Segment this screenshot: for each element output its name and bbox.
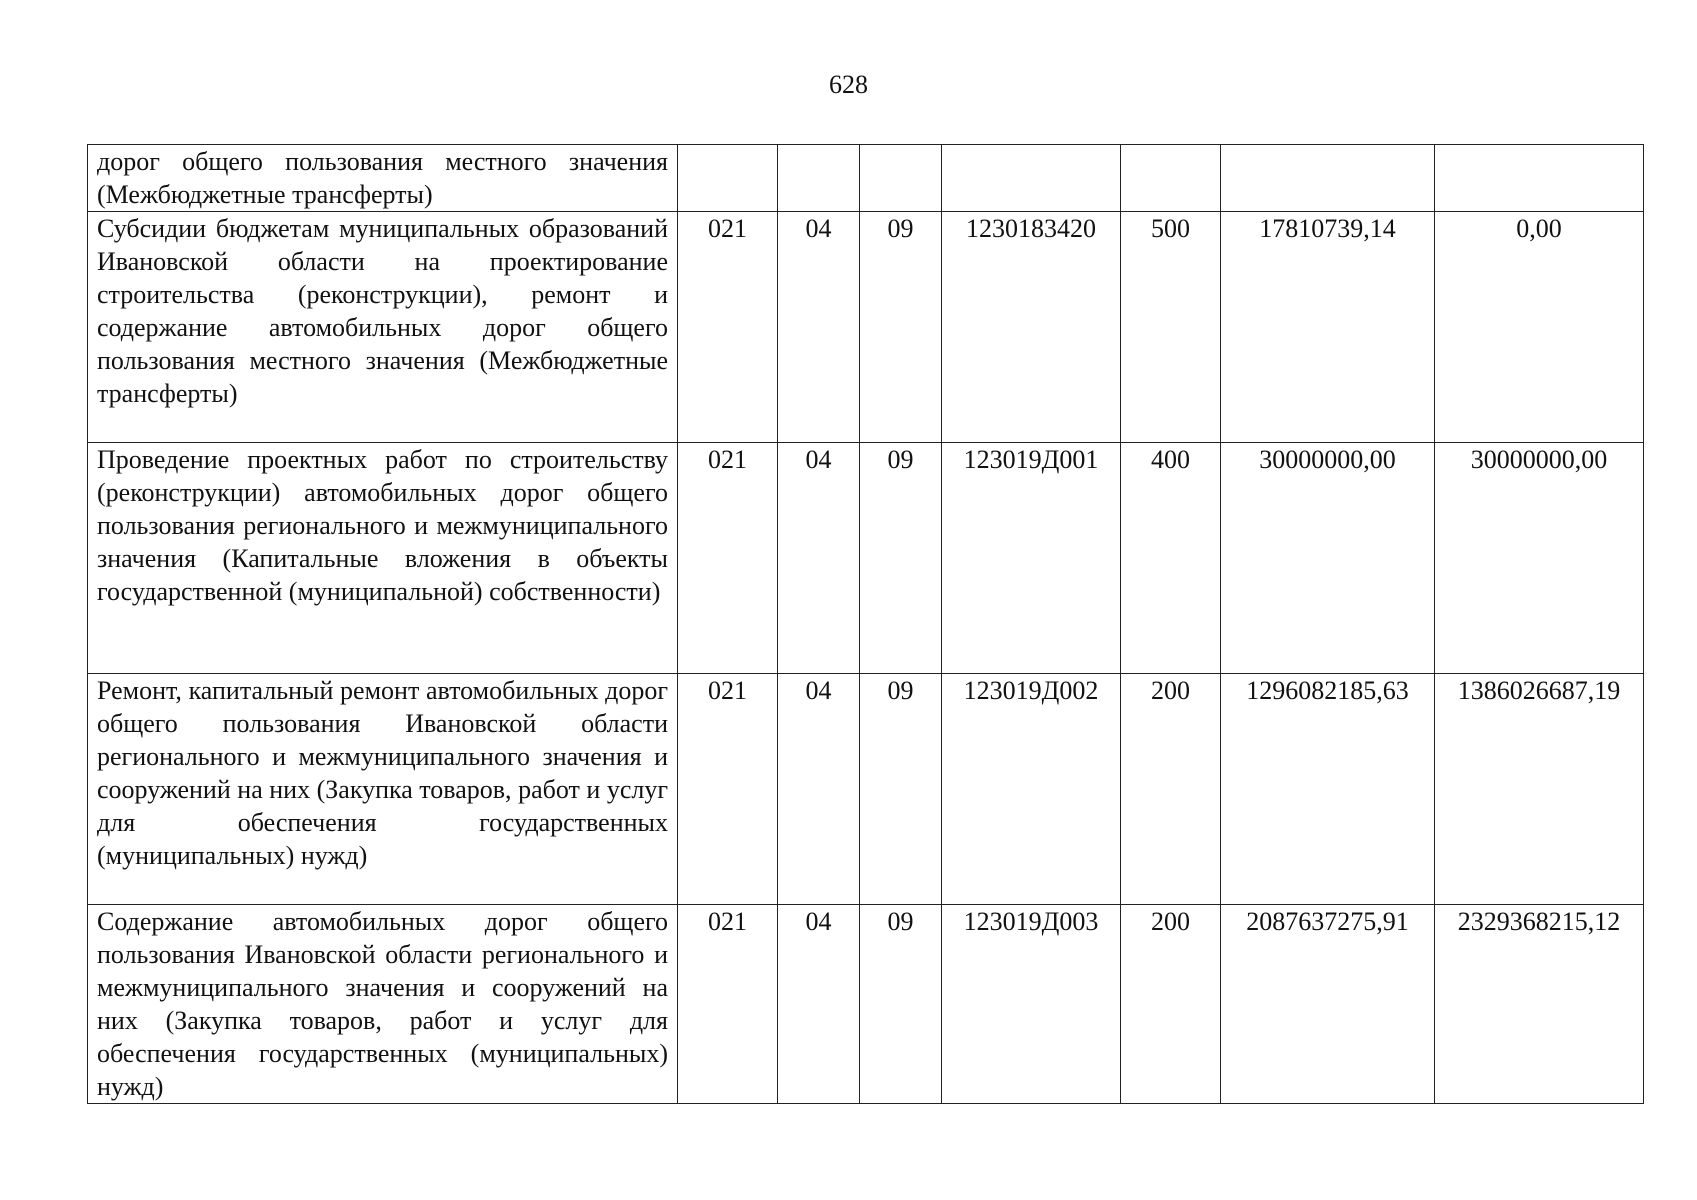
expense-type-code: 500 bbox=[1121, 212, 1221, 443]
subsection-code bbox=[860, 145, 942, 212]
target-article-code: 123019Д001 bbox=[942, 443, 1121, 674]
ministry-code: 021 bbox=[678, 443, 778, 674]
section-code: 04 bbox=[778, 905, 860, 1104]
section-code: 04 bbox=[778, 212, 860, 443]
expense-description: дорог общего пользования местного значения (Межбюджетные трансферты) bbox=[88, 145, 678, 212]
table-row bbox=[88, 212, 1644, 443]
ministry-code bbox=[678, 145, 778, 212]
section-code: 04 bbox=[778, 674, 860, 905]
table-row bbox=[88, 674, 1644, 905]
amount-year-2: 2329368215,12 bbox=[1435, 905, 1644, 1104]
expense-description: Субсидии бюджетам муниципальных образований Ивановской области на проектирование строительства (реконструкции), ремонт и содержание автомобильных дорог общего пользования местного значения (Межбюджетные трансферты) bbox=[88, 212, 678, 443]
ministry-code: 021 bbox=[678, 905, 778, 1104]
subsection-code: 09 bbox=[860, 674, 942, 905]
target-article-code: 123019Д002 bbox=[942, 674, 1121, 905]
target-article-code: 123019Д003 bbox=[942, 905, 1121, 1104]
table-row bbox=[88, 145, 1644, 212]
expense-type-code: 200 bbox=[1121, 674, 1221, 905]
ministry-code: 021 bbox=[678, 674, 778, 905]
section-code: 04 bbox=[778, 443, 860, 674]
target-article-code: 1230183420 bbox=[942, 212, 1121, 443]
amount-year-1 bbox=[1221, 145, 1435, 212]
subsection-code: 09 bbox=[860, 443, 942, 674]
amount-year-1: 30000000,00 bbox=[1221, 443, 1435, 674]
subsection-code: 09 bbox=[860, 905, 942, 1104]
amount-year-2: 0,00 bbox=[1435, 212, 1644, 443]
subsection-code: 09 bbox=[860, 212, 942, 443]
table-row bbox=[88, 905, 1644, 1104]
table-row bbox=[88, 443, 1644, 674]
budget-table bbox=[87, 144, 1644, 1104]
page-number: 628 bbox=[829, 70, 868, 99]
expense-description: Содержание автомобильных дорог общего пользования Ивановской области регионального и межмуниципального значения и сооружений на них (Закупка товаров, работ и услуг для обеспечения государственных (муниципальных) нужд) bbox=[88, 905, 678, 1104]
amount-year-2: 1386026687,19 bbox=[1435, 674, 1644, 905]
ministry-code: 021 bbox=[678, 212, 778, 443]
amount-year-1: 2087637275,91 bbox=[1221, 905, 1435, 1104]
expense-type-code: 200 bbox=[1121, 905, 1221, 1104]
amount-year-2: 30000000,00 bbox=[1435, 443, 1644, 674]
amount-year-1: 17810739,14 bbox=[1221, 212, 1435, 443]
expense-type-code: 400 bbox=[1121, 443, 1221, 674]
amount-year-2 bbox=[1435, 145, 1644, 212]
expense-type-code bbox=[1121, 145, 1221, 212]
section-code bbox=[778, 145, 860, 212]
target-article-code bbox=[942, 145, 1121, 212]
expense-description: Ремонт, капитальный ремонт автомобильных дорог общего пользования Ивановской области регионального и межмуниципального значения и сооружений на них (Закупка товаров, работ и услуг для обеспечения государственных (муниципальных) нужд) bbox=[88, 674, 678, 905]
expense-description: Проведение проектных работ по строительству (реконструкции) автомобильных дорог общего пользования регионального и межмуниципального значения (Капитальные вложения в объекты государственной (муниципальной) собственности) bbox=[88, 443, 678, 674]
amount-year-1: 1296082185,63 bbox=[1221, 674, 1435, 905]
